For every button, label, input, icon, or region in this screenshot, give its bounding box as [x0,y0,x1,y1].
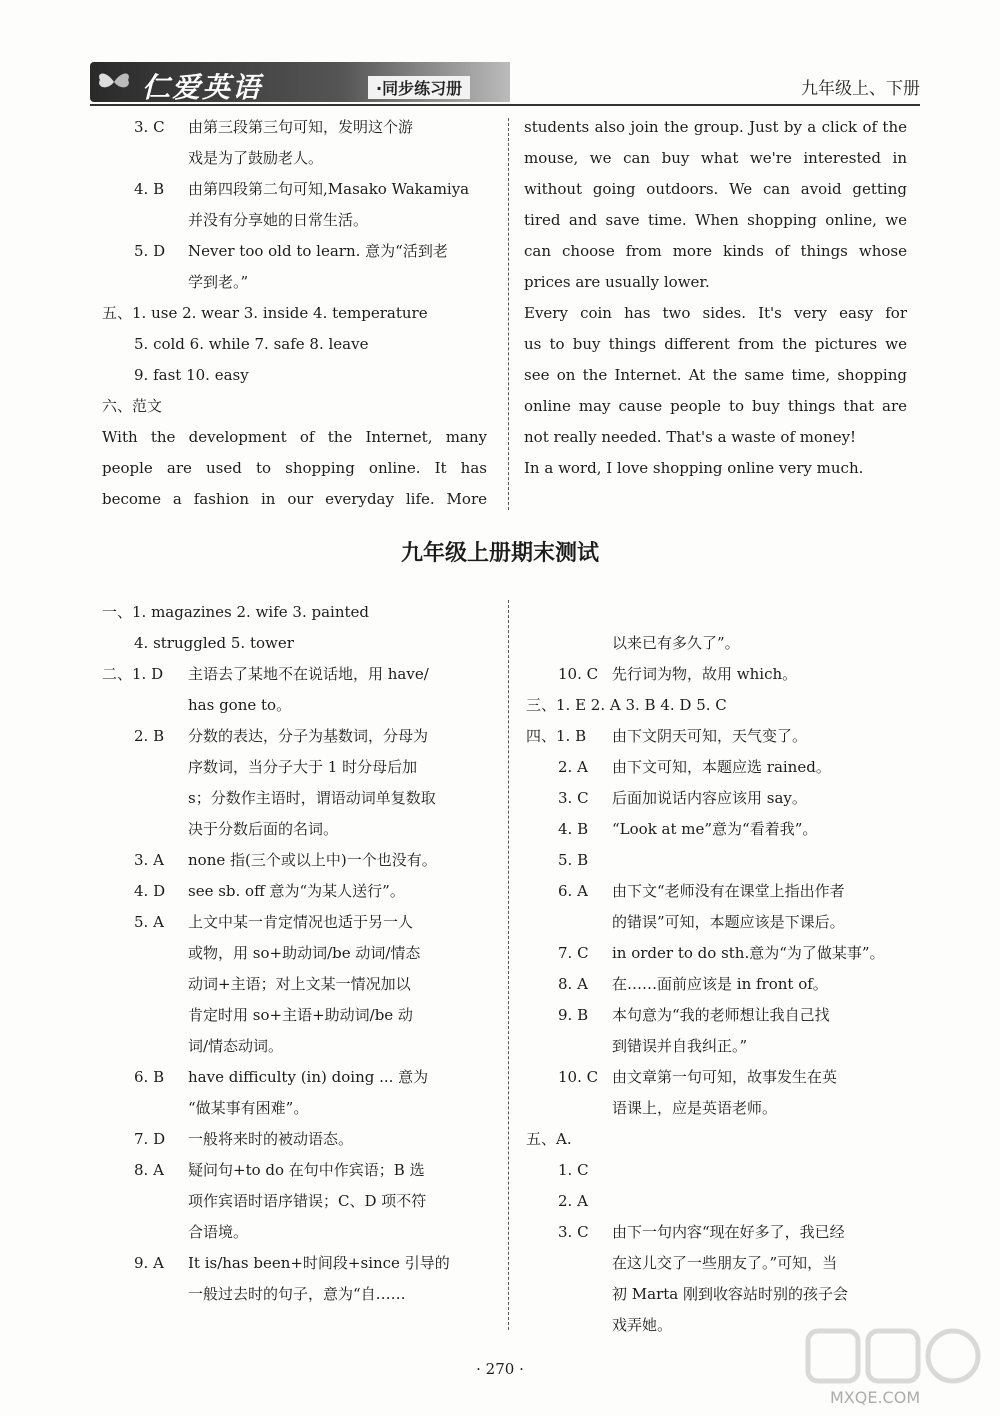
page-number: · 270 · [476,1360,524,1378]
answer-explanation: 由下一句内容“现在好多了，我已经 [612,1223,845,1241]
answer-explanation: 由下文“老师没有在课堂上指出作者 [612,882,845,900]
answer-explanation: 序数词，当分子大于 1 时分母后加 [188,758,418,776]
answer-explanation: 或物，用 so+助动词/be 动词/情态 [188,944,421,962]
answer-line [102,1093,487,1124]
answer-line [526,845,916,876]
essay-line: us to buy things different from the pictures we [524,335,907,353]
answer-line [102,1279,487,1310]
answer-explanation: 的错误”可知，本题应该是下课后。 [612,913,845,931]
answer-line [526,1155,916,1186]
section-label: 六、范文 [102,397,163,415]
answer-line [102,1031,487,1062]
answer-explanation: 本句意为“我的老师想让我自己找 [612,1006,830,1024]
answer-line [526,690,916,721]
answer-number: 9. A [134,1254,164,1272]
section-label: 三、1. E 2. A 3. B 4. D 5. C [526,696,727,714]
answer-number: 5. D [134,242,166,260]
answer-number: 10. C [558,1068,599,1086]
answer-line [102,1186,487,1217]
section-label: 二、1. D [102,665,164,683]
butterfly-logo-icon [96,70,132,94]
grade-label: 九年级上、下册 [801,79,920,99]
answer-line [102,690,487,721]
answer-explanation: s；分数作主语时，谓语动词单复数取 [188,789,436,807]
answer-number: 2. B [134,727,165,745]
essay-line: without going outdoors. We can avoid getting [524,180,907,198]
answer-number: 4. D [134,882,166,900]
answer-line [526,876,916,907]
answer-explanation: 词/情态动词。 [188,1037,284,1055]
answer-line [526,1217,916,1248]
answer-line [102,298,487,329]
section-title: 九年级上册期末测试 [400,541,599,566]
answer-explanation: 由第四段第二句可知,Masako Wakamiya [188,180,470,198]
answer-number: 8. A [134,1161,164,1179]
essay-line: not really needed. That's a waste of money! [524,428,857,446]
answer-explanation: 初 Marta 刚到收容站时别的孩子会 [612,1285,848,1303]
page-header [90,62,920,106]
answer-line [102,143,487,174]
answer-explanation: 主语去了某地不在说话地，用 have/ [188,665,429,683]
answer-line [526,938,916,969]
answer-number: 5. B [558,851,589,869]
answer-explanation: 合语境。 [188,1223,249,1241]
answer-explanation: 上文中某一肯定情况也适于另一人 [188,913,414,931]
answer-explanation: 一般过去时的句子，意为“自…… [188,1285,406,1303]
answer-line [526,814,916,845]
answer-number: 6. B [134,1068,165,1086]
essay-line: Every coin has two sides. It's very easy for [524,304,907,322]
answer-line [102,628,487,659]
answer-line [102,1217,487,1248]
top-left-column [102,112,487,515]
answer-line [526,1062,916,1093]
answer-explanation: “Look at me”意为“看着我”。 [612,820,818,838]
watermark-text: MXQE.COM [830,1388,921,1407]
essay-line: become a fashion in our everyday life. More [102,490,487,508]
answer-number: 9. B [558,1006,589,1024]
essay-line: see on the Internet. At the same time, shopping [524,366,907,384]
answer-line [526,1000,916,1031]
answer-explanation: 分数的表达，分子为基数词，分母为 [188,727,429,745]
answer-line [102,597,487,628]
answer-line [526,721,916,752]
answer-line [102,112,487,143]
answer-line [526,752,916,783]
answer-line [102,1000,487,1031]
answer-line [526,1186,916,1217]
answer-list: 9. fast 10. easy [134,366,249,384]
answer-line [526,1279,916,1310]
answer-line [102,360,487,391]
answer-number: 4. B [134,180,165,198]
answer-explanation: 一般将来时的被动语态。 [188,1130,354,1148]
answer-explanation: It is/has been+时间段+since 引导的 [188,1254,450,1272]
book-subtitle: ·同步练习册 [368,76,470,99]
answer-explanation: 先行词为物，故用 which。 [612,665,798,683]
answer-explanation: 后面加说话内容应该用 say。 [612,789,807,807]
answer-explanation: 以来已有多久了”。 [612,634,740,652]
answer-line [526,628,916,659]
answer-explanation: 在……面前应该是 in front of。 [612,975,828,993]
answer-number: 7. C [558,944,589,962]
answer-line [526,1093,916,1124]
answer-explanation: Never too old to learn. 意为“活到老 [188,242,448,260]
answer-explanation: 在这儿交了一些朋友了。”可知，当 [612,1254,838,1272]
column-divider-bottom [508,600,509,1330]
answer-line [526,1248,916,1279]
answer-number: 3. A [134,851,164,869]
answer-line [526,907,916,938]
answer-line [102,752,487,783]
answer-line [102,329,487,360]
answer-line [102,969,487,1000]
answer-list: 4. struggled 5. tower [134,634,294,652]
answer-explanation: 决于分数后面的名词。 [188,820,339,838]
answer-line [102,267,487,298]
answer-explanation: 语课上，应是英语老师。 [612,1099,778,1117]
answer-list: 5. cold 6. while 7. safe 8. leave [134,335,369,353]
answer-number: 4. B [558,820,589,838]
answer-line [526,1031,916,1062]
essay-line: tired and save time. When shopping online, we [524,211,907,229]
answer-line [102,1155,487,1186]
answer-line [102,1062,487,1093]
answer-line [102,659,487,690]
essay-line: mouse, we can buy what we're interested in [524,149,907,167]
answer-explanation: have difficulty (in) doing ... 意为 [188,1068,429,1086]
answer-line [102,1248,487,1279]
answer-explanation: 项作宾语时语序错误；C、D 项不符 [188,1192,427,1210]
answer-line [102,907,487,938]
answer-explanation: 戏是为了鼓励老人。 [188,149,324,167]
answer-number: 8. A [558,975,588,993]
answer-explanation: 由下文阴天可知，天气变了。 [612,727,808,745]
answer-line [102,205,487,236]
section-label: 五、A. [526,1130,572,1148]
answer-line [102,236,487,267]
answer-number: 7. D [134,1130,166,1148]
essay-line: prices are usually lower. [524,273,710,291]
answer-explanation: 到错误并自我纠正。” [612,1037,748,1055]
answer-line [102,845,487,876]
essay-line: In a word, I love shopping online very much. [524,459,864,477]
answer-number: 10. C [558,665,599,683]
answer-explanation: 学到老。” [188,273,249,291]
answer-line [102,876,487,907]
answer-number: 6. A [558,882,588,900]
answer-explanation: has gone to。 [188,696,292,714]
answer-line [102,721,487,752]
essay-line: students also join the group. Just by a click of the [524,118,907,136]
answer-number: 3. C [558,789,589,807]
answer-line [102,1124,487,1155]
section-label: 四、1. B [526,727,587,745]
column-divider-top [508,118,509,510]
header-rule [90,104,920,106]
bottom-right-column [526,628,916,1341]
section-label: 一、1. magazines 2. wife 3. painted [102,603,369,621]
answer-explanation: none 指(三个或以上中)一个也没有。 [188,851,437,869]
answer-number: 5. A [134,913,164,931]
answer-explanation: see sb. off 意为“为某人送行”。 [188,882,405,900]
answer-explanation: 肯定时用 so+主语+助动词/be 动 [188,1006,413,1024]
answer-explanation: 动词+主语；对上文某一情况加以 [188,975,411,993]
top-right-column [524,112,907,484]
answer-line [526,1124,916,1155]
brand-name: 仁爱英语 [142,71,263,104]
answer-explanation: 由第三段第三句可知，发明这个游 [188,118,414,136]
essay-line: online may cause people to buy things that are [524,397,907,415]
answer-explanation: “做某事有困难”。 [188,1099,309,1117]
answer-line [102,391,487,422]
answer-explanation: 由下文可知，本题应选 rained。 [612,758,831,776]
answer-explanation: 并没有分享她的日常生活。 [188,211,369,229]
answer-line [102,783,487,814]
answer-explanation: in order to do sth.意为“为了做某事”。 [612,944,885,962]
answer-number: 2. A [558,1192,588,1210]
answer-number: 1. C [558,1161,589,1179]
answer-explanation: 由文章第一句可知，故事发生在英 [612,1068,838,1086]
essay-line: people are used to shopping online. It has [102,459,487,477]
essay-line: With the development of the Internet, many [102,428,487,446]
answer-line [526,783,916,814]
answer-number: 3. C [134,118,165,136]
answer-line [102,938,487,969]
section-label: 五、1. use 2. wear 3. inside 4. temperature [102,304,428,322]
answer-explanation: 疑问句+to do 在句中作宾语；B 选 [188,1161,425,1179]
answer-line [102,174,487,205]
answer-line [526,659,916,690]
answer-number: 2. A [558,758,588,776]
answer-number: 3. C [558,1223,589,1241]
essay-line: can choose from more kinds of things whose [524,242,907,260]
answer-line [526,969,916,1000]
answer-explanation: 戏弄她。 [612,1316,673,1334]
answer-line [102,814,487,845]
bottom-left-column [102,597,487,1310]
